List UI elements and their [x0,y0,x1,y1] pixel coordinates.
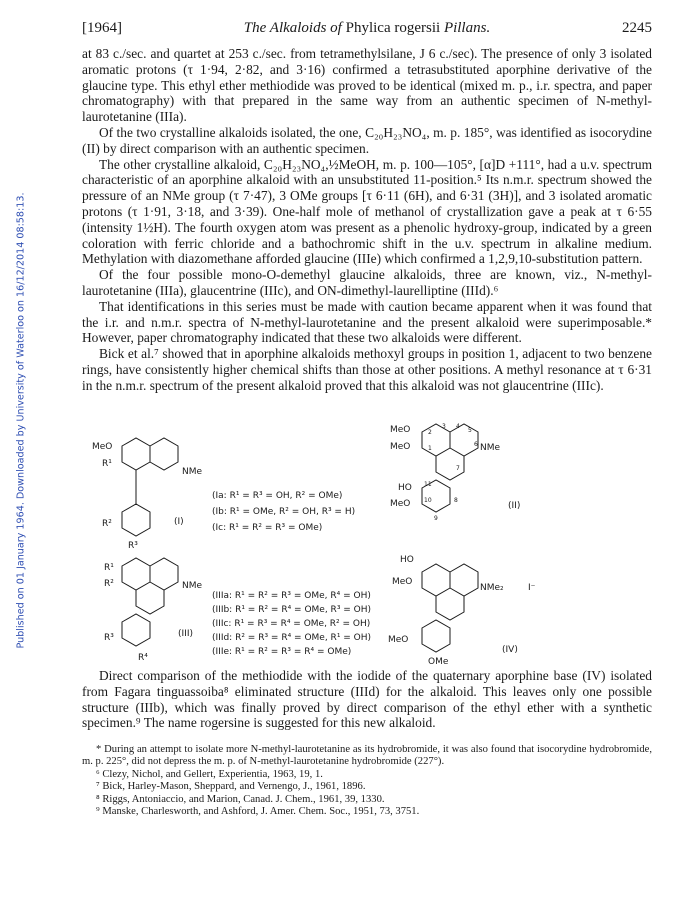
formula-IV-label-number: (IV) [502,645,518,655]
formula-III-label-r2: R² [104,579,114,589]
formula-I-label-number: (I) [174,517,184,527]
formula-IV-label-nme2: NMe₂ [480,583,504,593]
formula-IV-ring-a [422,564,450,596]
formula-III-variant-c: (IIIc: R¹ = R³ = R⁴ = OMe, R² = OH) [212,619,371,629]
formula-II-pos-10: 10 [424,497,432,504]
closing-paragraph-block [82,668,652,731]
header-title-author: Pillans. [443,20,491,36]
reference-9: ⁹ Manske, Charlesworth, and Ashford, J. Amer. Chem. Soc., 1951, 73, 3751. [96,806,420,818]
formula-I-label-r2: R² [102,519,112,529]
paragraph-5: That identifications in this series must be made with caution became apparent when it was found that the i.r. and n.m.r. spectra of N-methyl-laurotetanine and the present alkaloid were superimposable.* However, paper chromatography indicated that these two alkaloids were different. [82,298,652,346]
formula-II-label-meo-mid: MeO [390,442,411,452]
formula-II [390,423,520,522]
formula-III-variant-e: (IIIe: R¹ = R² = R³ = R⁴ = OMe) [212,647,352,657]
closing-paragraph: Direct comparison of the methiodide with the iodide of the quaternary aporphine base (IV) isolated from Fagara tinguassoiba⁸ eliminated structure (IIId) for the alkaloid. This leaves only one possible structure (IIIb), which was finally proved by direct comparison of the ethyl ether with a synthetic specimen.⁹ The name rogersine is suggested for this new alkaloid. [82,668,652,731]
formula-II-ring-b [450,424,478,456]
paragraph-4: Of the four possible mono-O-demethyl glaucine alkaloids, three are known, viz., N-methyl-laurotetanine (IIIa), glaucentrine (IIIc), and ON-dimethyl-laurelliptine (IIId).⁶ [82,267,652,298]
formula-III-variant-d: (IIId: R² = R³ = R⁴ = OMe, R¹ = OH) [212,633,372,643]
header-year: [1964] [82,20,122,36]
formula-I-label-meo: MeO [92,442,113,452]
formula-II-pos-7: 7 [456,465,460,472]
formula-II-pos-1: 1 [428,445,432,452]
formula-IV-label-iodide: I⁻ [528,583,536,593]
formula-III-label-nme: NMe [182,581,203,591]
footnote-star: * During an attempt to isolate more N-methyl-laurotetanine as its hydrobromide, it was also found that isocorydine hydrobromide, m. p. 225°, did not depress the m. p. of N-methyl-laurotetanine hydrobromide (227°). [82,744,652,768]
formula-IV-label-ome: OMe [428,657,449,666]
formula-II-label-ho: HO [398,483,412,493]
formula-II-pos-3: 3 [442,423,446,430]
header-title [82,20,652,37]
paragraph-2: Of the two crystalline alkaloids isolated, the one, C₂₀H₂₃NO₄, m. p. 185°, was identified as isocorydine (II) by direct comparison with an authentic specimen. [82,124,652,156]
formula-III-ring-b [150,558,178,590]
header-title-italic: The Alkaloids of [243,20,342,36]
formula-I-variant-b: (Ib: R¹ = OMe, R² = OH, R³ = H) [212,507,356,517]
formula-III-variant-b: (IIIb: R¹ = R² = R⁴ = OMe, R³ = OH) [212,605,372,615]
formula-II-pos-8: 8 [454,497,458,504]
formula-II-label-meo-top: MeO [390,425,411,435]
reference-8: ⁸ Riggs, Antoniaccio, and Marion, Canad. J. Chem., 1961, 39, 1330. [96,793,385,805]
formula-I-ring-a [122,438,150,470]
formula-IV-ring-c [436,596,464,620]
paragraph-3: The other crystalline alkaloid, C₂₀H₂₃NO₄,½MeOH, m. p. 100—105°, [α]D +111°, had a u.v. spectrum characteristic of an aporphine alkaloid with an unsubstituted 11-position.⁵ Its n.m.r. spectrum showed the pressure of an NMe group (τ 7·47), 3 OMe groups [τ 6·11 (6H), and 6·31 (3H)], and 3 isolated aromatic protons (τ 1·91, 3·18, and 3·39). One-half mole of methanol of crystallization gave a peak at τ 6·55 (intensity 1½H). The fourth oxygen atom was present as a phenolic hydroxy-group, indicated by a green coloration with ferric chloride and a bathochromic shift in the u.v. spectrum in alkaline medium. Methylation with diazomethane afforded glaucine (IIIe) which confirmed a 1,2,9,10-substitution pattern. [82,156,652,267]
formula-III-ring-a [122,558,150,590]
reference-6: ⁶ Clezy, Nichol, and Gellert, Experientia, 1963, 19, 1. [96,768,323,780]
formula-III-ring-d [122,614,150,646]
formula-I-variant-c: (Ic: R¹ = R² = R³ = OMe) [212,523,323,533]
formula-II-pos-11: 11 [424,481,432,488]
formula-III-ring-c [136,590,164,614]
formula-III-label-r4: R⁴ [138,653,148,663]
download-watermark [14,60,28,780]
formula-II-label-number: (II) [508,501,521,511]
formula-II-pos-4: 4 [456,423,460,430]
paragraph-6: Bick et al.⁷ showed that in aporphine alkaloids methoxyl groups in position 1, adjacent to two benzene rings, have consistently higher chemical shifts than those at other positions. A methyl resonance at τ 6·31 in the n.m.r. spectrum of the present alkaloid proved that this alkaloid was not glaucentrine (IIIc). [82,346,652,393]
formula-II-pos-6: 6 [474,441,478,448]
formula-II-pos-5: 5 [468,427,472,434]
article-body [82,46,652,394]
formula-IV-label-ho: HO [400,555,414,565]
formula-III-label-r1: R¹ [104,563,114,573]
formula-II-label-meo-bottom: MeO [390,499,411,509]
header-page-number: 2245 [622,20,652,36]
formula-I [92,438,355,551]
formula-III-label-number: (III) [178,629,193,639]
structural-formulas [82,416,652,666]
formula-III-label-r3: R³ [104,633,114,643]
formula-I-ring-b [150,438,178,470]
footnotes [82,744,652,818]
formulas-svg [82,416,652,666]
formula-I-label-r3: R³ [128,541,138,551]
running-header [82,20,652,40]
formula-I-variant-a: (Ia: R¹ = R³ = OH, R² = OMe) [212,491,343,501]
header-title-plain: Phylica rogersii [345,20,441,36]
formula-III [104,558,371,663]
formula-I-label-r1: R¹ [102,459,112,469]
formula-II-label-nme: NMe [480,443,501,453]
formula-I-ring-c [122,504,150,536]
reference-7: ⁷ Bick, Harley-Mason, Sheppard, and Vernengo, J., 1961, 1896. [96,781,366,793]
formula-IV-label-meo-bottom: MeO [388,635,409,645]
download-watermark-text: Published on 01 January 1964. Downloaded by University of Waterloo on 16/12/2014 08:58:13. [15,191,27,649]
paragraph-1: at 83 c./sec. and quartet at 253 c./sec. from tetramethylsilane, J 6 c./sec). The presence of only 3 isolated aromatic protons (τ 1·94, 2·82, and 3·16) confirmed a tetrasubstituted aporphine derivative of the glaucine type. This ethyl ether methiodide was proved to be identical (mixed m. p., i.r. spectra, and paper chromatography) with that prepared in the same way from an authentic specimen of N-methyl-laurotetanine (IIIa). [82,46,652,125]
formula-IV-ring-b [450,564,478,596]
formula-III-variant-a: (IIIa: R¹ = R² = R³ = OMe, R⁴ = OH) [212,591,371,601]
formula-IV-ring-d [422,620,450,652]
formula-IV [388,555,536,666]
formula-II-pos-9: 9 [434,515,438,522]
formula-II-pos-2: 2 [428,429,432,436]
formula-IV-label-meo-top: MeO [392,577,413,587]
formula-I-label-nme: NMe [182,467,203,477]
